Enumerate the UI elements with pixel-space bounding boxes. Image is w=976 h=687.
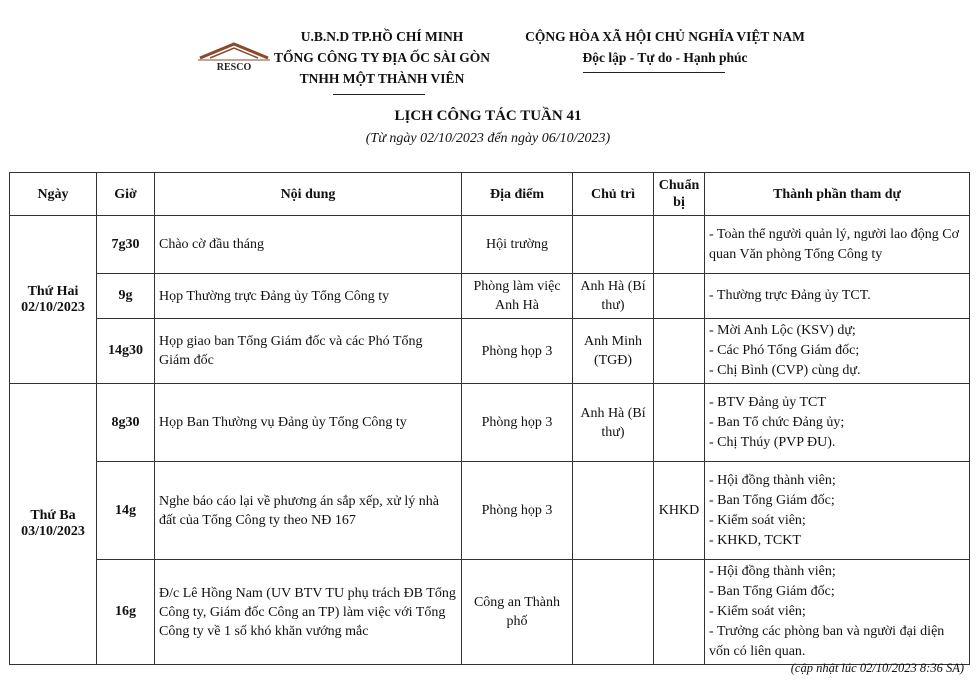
org-line-1: U.B.N.D TP.HỒ CHÍ MINH	[300, 29, 464, 44]
attendee-item: - Ban Tổng Giám đốc;	[709, 492, 835, 508]
location-cell: Hội trường	[462, 216, 573, 274]
attendee-item: - Chị Bình (CVP) cùng dự.	[709, 363, 861, 378]
col-header-day: Ngày	[10, 173, 97, 216]
prep-cell	[654, 384, 705, 462]
table-header-row	[10, 173, 970, 216]
table-row	[10, 560, 970, 665]
day-name: Thứ Ba	[30, 508, 76, 523]
attendee-item: - Các Phó Tổng Giám đốc;	[709, 343, 860, 358]
attendee-item: - Hội đồng thành viên;	[709, 564, 836, 579]
prep-cell: KHKD	[654, 462, 705, 560]
day-cell-tuesday	[10, 384, 97, 665]
chair-cell	[573, 560, 654, 665]
table-row	[10, 319, 970, 384]
chair-cell	[573, 462, 654, 560]
col-header-content: Nội dung	[155, 173, 462, 216]
time-cell: 8g30	[97, 384, 155, 462]
col-header-location: Địa điểm	[462, 173, 573, 216]
document-title: LỊCH CÔNG TÁC TUẦN 41	[394, 108, 582, 124]
attendee-item: - Toàn thể người quản lý, người lao động Cơ quan Văn phòng Tổng Công ty	[709, 226, 960, 262]
nation-line-2: Độc lập - Tự do - Hạnh phúc	[582, 50, 748, 65]
attendee-item: - Hội đồng thành viên;	[709, 472, 836, 488]
attendees-cell	[705, 462, 970, 560]
attendees-cell	[705, 384, 970, 462]
attendee-item: - Ban Tổ chức Đảng ủy;	[709, 414, 845, 430]
org-line-2: TỔNG CÔNG TY ĐỊA ỐC SÀI GÒN	[273, 50, 491, 65]
prep-cell	[654, 560, 705, 665]
col-header-chair: Chủ trì	[573, 173, 654, 216]
attendees-cell	[705, 560, 970, 665]
attendees-cell	[705, 319, 970, 384]
national-motto	[500, 26, 830, 68]
org-line-3: TNHH MỘT THÀNH VIÊN	[299, 71, 465, 86]
time-cell: 14g30	[97, 319, 155, 384]
location-cell: Phòng làm việc Anh Hà	[462, 274, 573, 319]
attendees-cell	[705, 274, 970, 319]
time-cell: 14g	[97, 462, 155, 560]
attendee-item: - Ban Tổng Giám đốc;	[709, 584, 835, 599]
prep-cell	[654, 216, 705, 274]
attendees-cell	[705, 216, 970, 274]
table-row	[10, 462, 970, 560]
day-date: 03/10/2023	[21, 524, 85, 539]
location-cell: Phòng họp 3	[462, 319, 573, 384]
col-header-time: Giờ	[97, 173, 155, 216]
table-row	[10, 384, 970, 462]
prep-cell	[654, 274, 705, 319]
chair-cell: Anh Hà (Bí thư)	[573, 384, 654, 462]
chair-cell	[573, 216, 654, 274]
attendee-item: - Kiểm soát viên;	[709, 604, 806, 619]
document-header	[0, 0, 976, 170]
attendee-item: - KHKD, TCKT	[709, 532, 801, 548]
document-subtitle: (Từ ngày 02/10/2023 đến ngày 06/10/2023)	[365, 131, 611, 146]
content-cell: Chào cờ đầu tháng	[155, 216, 462, 274]
last-updated-note: (cập nhật lúc 02/10/2023 8:36 SA)	[790, 661, 964, 675]
content-cell: Họp Ban Thường vụ Đảng ủy Tổng Công ty	[155, 384, 462, 462]
day-name: Thứ Hai	[27, 283, 79, 299]
location-cell: Phòng họp 3	[462, 462, 573, 560]
content-cell: Họp Thường trực Đảng ủy Tổng Công ty	[155, 274, 462, 319]
content-cell: Nghe báo cáo lại về phương án sắp xếp, xử lý nhà đất của Tổng Công ty theo NĐ 167	[155, 462, 462, 560]
content-cell: Đ/c Lê Hồng Nam (UV BTV TU phụ trách ĐB Tổng Công ty, Giám đốc Công an TP) làm việc với Tổng Công ty về 1 số khó khăn vướng mắc	[155, 560, 462, 665]
organization-name	[262, 26, 502, 89]
nation-underline	[583, 72, 725, 73]
attendee-item: - Mời Anh Lộc (KSV) dự;	[709, 323, 856, 338]
attendee-item: - Trưởng các phòng ban và người đại diện vốn có liên quan.	[709, 624, 945, 659]
attendee-item: - Chị Thúy (PVP ĐU).	[709, 434, 836, 450]
chair-cell: Anh Hà (Bí thư)	[573, 274, 654, 319]
time-cell: 7g30	[97, 216, 155, 274]
day-date: 02/10/2023	[21, 299, 85, 315]
time-cell: 9g	[97, 274, 155, 319]
resco-logo	[196, 40, 272, 72]
svg-text:RESCO: RESCO	[216, 62, 252, 72]
prep-cell	[654, 319, 705, 384]
nation-line-1: CỘNG HÒA XÃ HỘI CHỦ NGHĨA VIỆT NAM	[525, 29, 805, 44]
content-cell: Họp giao ban Tổng Giám đốc và các Phó Tổng Giám đốc	[155, 319, 462, 384]
day-cell-monday	[10, 216, 97, 384]
col-header-attendees: Thành phần tham dự	[705, 173, 970, 216]
schedule-table	[9, 172, 970, 665]
attendee-item: - Thường trực Đảng ủy TCT.	[709, 288, 871, 303]
attendee-item: - BTV Đảng ủy TCT	[709, 394, 826, 410]
table-row	[10, 216, 970, 274]
org-underline	[333, 94, 425, 95]
chair-cell: Anh Minh (TGĐ)	[573, 319, 654, 384]
location-cell: Công an Thành phố	[462, 560, 573, 665]
table-row	[10, 274, 970, 319]
col-header-prep: Chuẩn bị	[654, 173, 705, 216]
attendee-item: - Kiểm soát viên;	[709, 512, 806, 528]
location-cell: Phòng họp 3	[462, 384, 573, 462]
time-cell: 16g	[97, 560, 155, 665]
